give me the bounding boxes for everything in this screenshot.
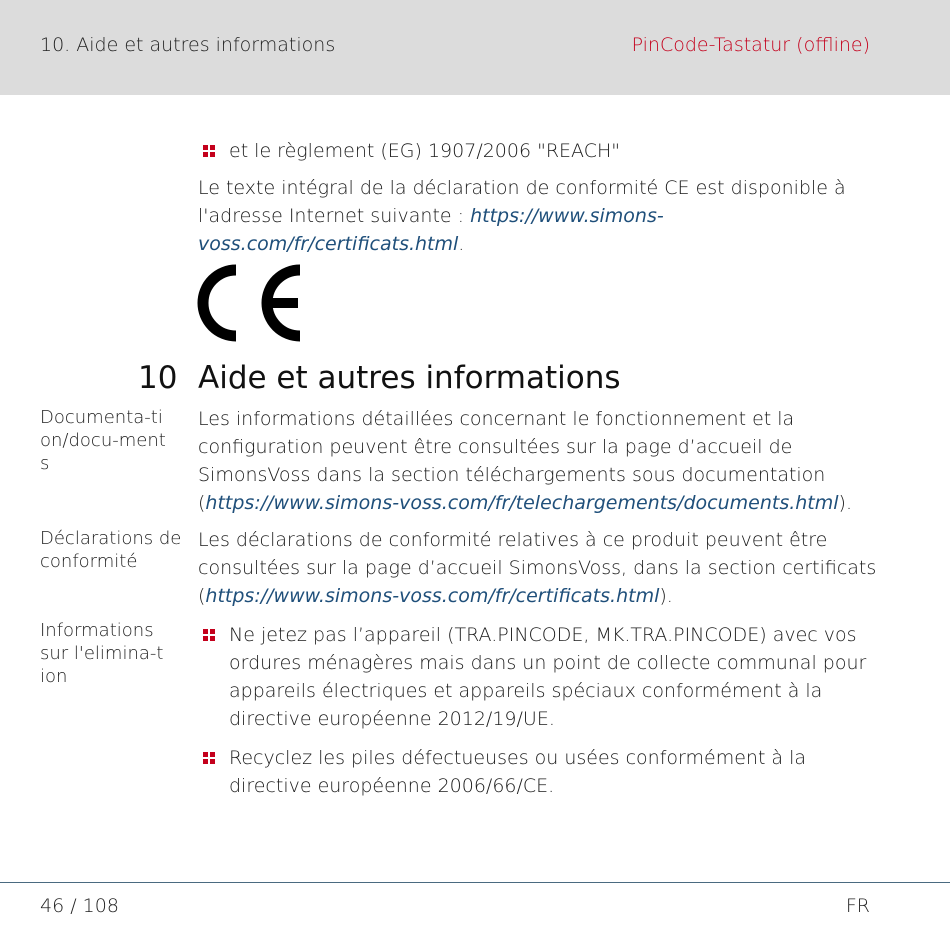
ce-text-before: Le texte intégral de la déclaration de conformité CE est disponible à l'adresse Internet suivante : [198, 177, 846, 227]
ce-declaration-text [198, 174, 878, 258]
documentation-link[interactable]: https://www.simons-voss.com/fr/telechargements/documents.html [205, 492, 839, 514]
documentation-body: Les informations détaillées concernant le fonctionnement et la configuration peuvent être consultées sur la page d’accueil de SimonsVoss dans la section téléchargements sous documentation ( [198, 408, 826, 514]
header-chapter: 10. Aide et autres informations [40, 34, 336, 56]
disposal-side-label: Informations sur l'elimina-tion [40, 620, 164, 687]
section-title: Aide et autres informations [198, 360, 621, 396]
footer-divider [0, 882, 950, 883]
bullet-text: et le règlement (EG) 1907/2006 "REACH" [229, 140, 621, 162]
bullet-text: Ne jetez pas l’appareil (TRA.PINCODE, MK.TRA.PINCODE) avec vos ordures ménagères mais dans un point de collecte communal pour appareils électriques et appareils spéciaux conformément à la directive européenne 2012/19/UE. [229, 624, 867, 730]
conformity-text [198, 526, 878, 610]
documentation-after: ). [838, 492, 852, 514]
bullet-square-icon [203, 629, 215, 641]
ce-mark-logo [196, 262, 308, 344]
conformity-link[interactable]: https://www.simons-voss.com/fr/certificats.html [205, 585, 660, 607]
page-header [0, 0, 950, 95]
ce-text-after: . [458, 233, 465, 255]
documentation-text [198, 405, 878, 517]
documentation-side-label: Documenta-tion/docu-ments [40, 407, 166, 474]
section-number: 10 [138, 360, 178, 396]
header-product: PinCode-Tastatur (offline) [631, 34, 870, 56]
bullet-square-icon [203, 752, 215, 764]
conformity-after: ). [659, 585, 673, 607]
certificates-link[interactable]: https://www.simons-voss.com/fr/certificats.html [198, 205, 664, 255]
conformity-body: Les déclarations de conformité relatives à ce produit peuvent être consultées sur la page d’accueil SimonsVoss, dans la section certificats ( [198, 529, 877, 607]
page-number: 46 / 108 [40, 895, 119, 917]
bullet-text: Recyclez les piles défectueuses ou usées conformément à la directive européenne 2006/66/CE. [229, 747, 807, 797]
bullet-square-icon [203, 145, 215, 157]
conformity-side-label: Déclarations de conformité [40, 528, 182, 572]
language-code: FR [845, 895, 870, 917]
